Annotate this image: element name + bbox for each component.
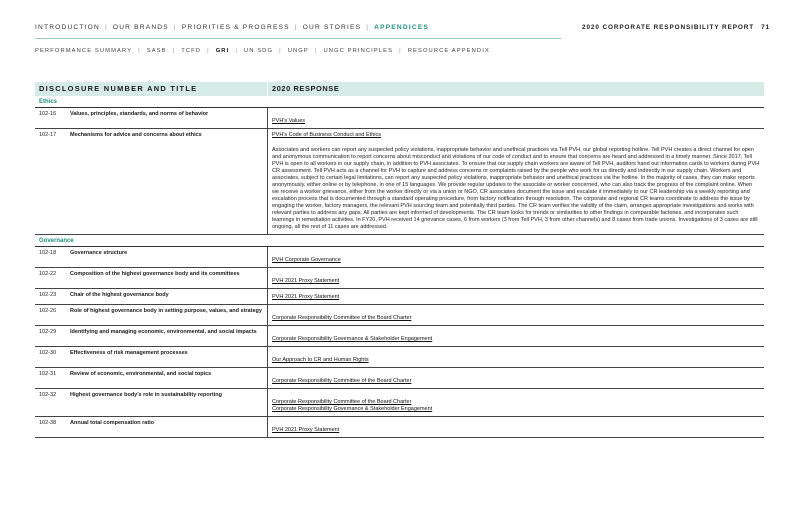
disclosure-title: Identifying and managing economic, environmental, and social impacts — [70, 329, 257, 335]
nav-separator: | — [294, 24, 298, 31]
response-link[interactable]: Our Approach to CR and Human Rights — [272, 357, 369, 363]
disclosure-title: Mechanisms for advice and concerns about ethics — [70, 132, 202, 138]
disclosure-number: 102-18 — [39, 250, 57, 256]
nav-our-stories[interactable]: OUR STORIES — [302, 24, 362, 31]
response-link[interactable]: Corporate Responsibility Committee of the Board Charter — [272, 378, 412, 384]
response-link[interactable]: PVH 2021 Proxy Statement — [272, 278, 340, 284]
disclosure-title: Governance structure — [70, 250, 128, 256]
table-row — [35, 326, 764, 347]
table-row — [35, 347, 764, 368]
subnav-separator: | — [314, 48, 318, 54]
header-response: 2020 RESPONSE — [267, 82, 764, 96]
subnav-tcfd[interactable]: TCFD — [181, 48, 202, 54]
subnav-ungp[interactable]: UNGP — [287, 48, 309, 54]
disclosure-number: 102-32 — [39, 392, 57, 398]
response-link[interactable]: Corporate Responsibility Committee of the Board Charter — [272, 315, 412, 321]
table-row — [35, 108, 764, 129]
sub-navigation — [35, 48, 490, 54]
header-disclosure: DISCLOSURE NUMBER AND TITLE — [39, 84, 198, 93]
disclosure-title: Review of economic, environmental, and social topics — [70, 371, 212, 377]
table-row — [35, 129, 764, 235]
subnav-sasb[interactable]: SASB — [146, 48, 167, 54]
nav-introduction[interactable]: INTRODUCTION — [35, 24, 100, 31]
subnav-resource-appendix[interactable]: RESOURCE APPENDIX — [407, 48, 490, 54]
disclosure-number: 102-23 — [39, 292, 57, 298]
section-governance: Governance — [35, 235, 764, 247]
nav-appendices[interactable]: APPENDICES — [374, 24, 430, 31]
disclosure-number: 102-17 — [39, 132, 57, 138]
disclosure-title: Effectiveness of risk management processes — [70, 350, 188, 356]
subnav-ungc-principles[interactable]: UNGC PRINCIPLES — [323, 48, 394, 54]
table-row — [35, 305, 764, 326]
subnav-separator: | — [172, 48, 176, 54]
page-number: 71 — [761, 24, 770, 31]
table-row — [35, 268, 764, 289]
nav-separator: | — [173, 24, 177, 31]
response-link[interactable]: PVH's Values — [272, 118, 306, 124]
subnav-separator: | — [235, 48, 238, 54]
table-row — [35, 417, 764, 438]
subnav-separator: | — [279, 48, 282, 54]
disclosure-number: 102-22 — [39, 271, 57, 277]
subnav-gri[interactable]: GRI — [215, 48, 230, 54]
response-link[interactable]: PVH's Code of Business Conduct and Ethics — [272, 132, 381, 138]
subnav-un-sdg[interactable]: UN SDG — [243, 48, 274, 54]
disclosure-title: Composition of the highest governance body and its committees — [70, 271, 240, 277]
nav-separator: | — [366, 24, 370, 31]
disclosure-number: 102-38 — [39, 420, 57, 426]
disclosure-title: Values, principles, standards, and norms of behavior — [70, 111, 209, 117]
nav-separator: | — [104, 24, 108, 31]
response-link[interactable]: Corporate Responsibility Governance & Stakeholder Engagement — [272, 336, 433, 342]
table-row — [35, 289, 764, 305]
table-header — [35, 82, 764, 96]
response-text: Associates and workers can report any suspected policy violations, inappropriate behavior and unethical practices via Tell PVH, our global reporting hotline. Tell PVH creates a direct channel for open and anonymous communication to report concerns about misconduct and violations of our code of conduct and to ensure that concerns are heard and addressed in a timely manner. Since 2017, Tell PVH is open to all workers in our supply chain, in addition to PVH associates. To ensure that our supply chain workers are aware of Tell PVH, auditors hand out information cards to workers during PVH CR assessment. Tell PVH acts as a channel for PVH to capture and address concerns or complaints raised by the people who work for us directly and indirectly in our supply chain. Workers and associates, subject to certain legal limitations, can report any suspected policy violations, inappropriate behavior and unethical practices via the hotline. In the majority of cases, they can make reports anonymously, either online or by telephone, in one of 15 languages. We provide regular updates to the associate or worker concerned, who can also track the progress of the complaint online. When we receive a worker grievance, either from the worker directly or via a union or NGO, CR associates document the issue and escalate it immediately to our CR leadership via a weekly reporting and escalation process that is documented through a standard operating procedure, from factory notification through resolution. The corporate and regional CR teams coordinate to address the issue by engaging the worker, factory managers, the relevant PVH sourcing team and potentially third parties. The CR team verifies the validity of the claim, arranges appropriate investigations and works with relevant parties to address any gaps. All parties are kept informed of developments. The CR team looks for trends or similarities to other findings in comparable factories, and incorporates such learnings in remediation activities. In FY20, PVH received 14 grievance cases, 6 from workers (3 from Tell PVH, 3 from other channels) and 8 cases from trade unions. Investigations of 3 cases are still ongoing, all the rest of 11 cases are addressed. — [272, 147, 760, 230]
subnav-separator: | — [138, 48, 141, 54]
table-row — [35, 368, 764, 389]
response-link[interactable]: PVH 2021 Proxy Statement — [272, 427, 340, 433]
response-link[interactable]: PVH Corporate Governance — [272, 257, 341, 263]
gri-disclosure-table — [35, 82, 764, 438]
subnav-performance-summary[interactable]: PERFORMANCE SUMMARY — [35, 48, 133, 54]
subnav-separator: | — [207, 48, 210, 54]
disclosure-title: Annual total compensation ratio — [70, 420, 155, 426]
disclosure-title: Role of highest governance body in setting purpose, values, and strategy — [70, 308, 262, 314]
subnav-separator: | — [399, 48, 402, 54]
nav-underline — [35, 38, 561, 39]
top-nav-links — [35, 24, 429, 31]
response-link[interactable]: Corporate Responsibility Governance & Stakeholder Engagement — [272, 406, 433, 412]
response-link[interactable]: Corporate Responsibility Committee of the Board Charter — [272, 399, 412, 405]
nav-our-brands[interactable]: OUR BRANDS — [112, 24, 169, 31]
top-navigation — [35, 24, 770, 36]
disclosure-title: Chair of the highest governance body — [70, 292, 169, 298]
report-header — [582, 24, 770, 31]
disclosure-number: 102-29 — [39, 329, 57, 335]
disclosure-number: 102-30 — [39, 350, 57, 356]
disclosure-number: 102-16 — [39, 111, 57, 117]
disclosure-title: Highest governance body's role in sustainability reporting — [70, 392, 222, 398]
response-link[interactable]: PVH 2021 Proxy Statement — [272, 294, 340, 300]
nav-priorities-progress[interactable]: PRIORITIES & PROGRESS — [181, 24, 290, 31]
report-title: 2020 CORPORATE RESPONSIBILITY REPORT — [582, 24, 755, 31]
disclosure-number: 102-26 — [39, 308, 57, 314]
table-row — [35, 389, 764, 417]
disclosure-number: 102-31 — [39, 371, 57, 377]
section-ethics: Ethics — [35, 96, 764, 108]
table-row — [35, 247, 764, 268]
